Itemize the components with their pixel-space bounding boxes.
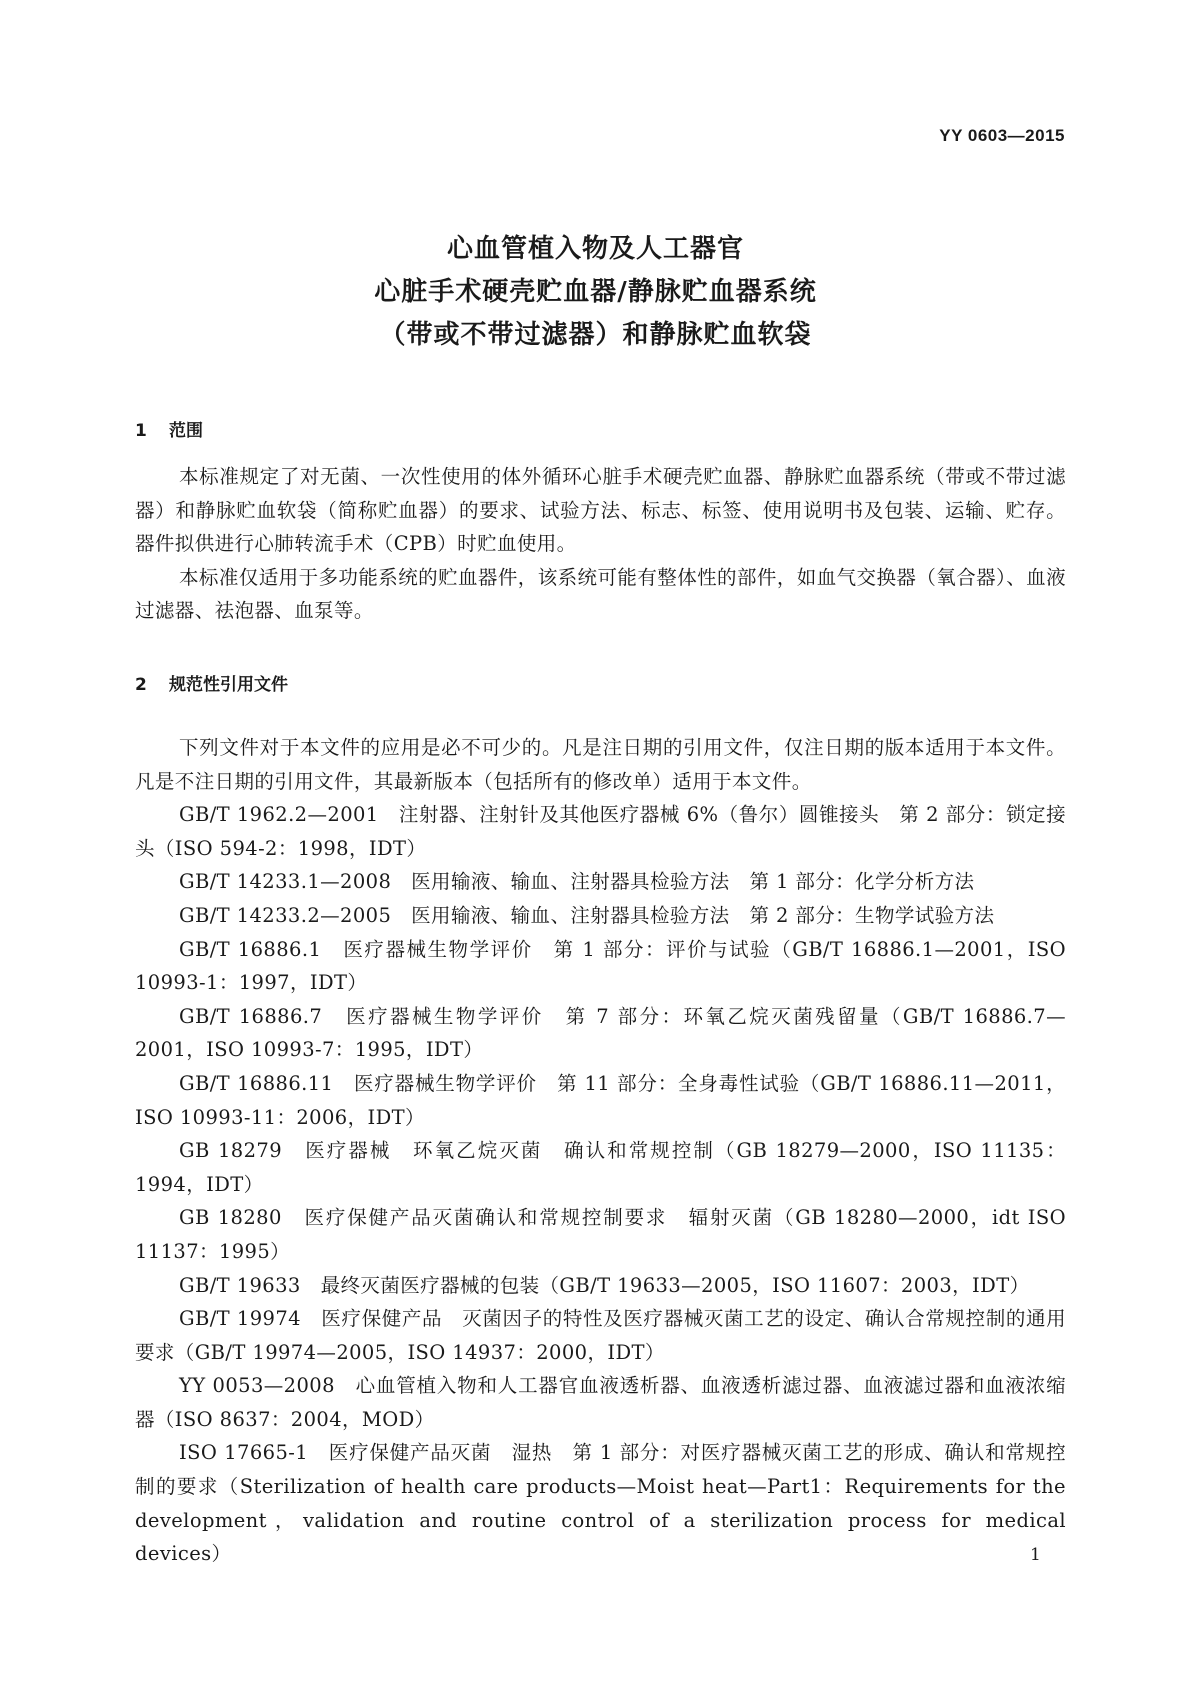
- reference-item: GB 18279 医疗器械 环氧乙烷灭菌 确认和常规控制（GB 18279—2000，ISO 11135：1994，IDT）: [135, 1139, 1066, 1196]
- page-number: 1: [1030, 1545, 1041, 1565]
- section-body-references: [135, 731, 1066, 1571]
- reference-item: GB/T 19974 医疗保健产品 灭菌因子的特性及医疗器械灭菌工艺的设定、确认合常规控制的通用要求（GB/T 19974—2005，ISO 14937：2000，IDT）: [135, 1307, 1066, 1364]
- reference-item: ISO 17665-1 医疗保健产品灭菌 湿热 第 1 部分：对医疗器械灭菌工艺的形成、确认和常规控制的要求（Sterilization of health care products—Moist heat—Part1：Requirements for the development，validation and routine control of a sterilization process for medical devices）: [135, 1441, 1066, 1566]
- reference-item: GB 18280 医疗保健产品灭菌确认和常规控制要求 辐射灭菌（GB 18280—2000，idt ISO 11137：1995）: [135, 1206, 1066, 1263]
- reference-item: YY 0053—2008 心血管植入物和人工器官血液透析器、血液透析滤过器、血液滤过器和血液浓缩器（ISO 8637：2004，MOD）: [135, 1374, 1066, 1431]
- reference-item: GB/T 14233.2—2005 医用输液、输血、注射器具检验方法 第 2 部分：生物学试验方法: [179, 903, 995, 927]
- reference-item: GB/T 19633 最终灭菌医疗器械的包装（GB/T 19633—2005，ISO 11607：2003，IDT）: [179, 1273, 1030, 1297]
- reference-item: GB/T 16886.7 医疗器械生物学评价 第 7 部分：环氧乙烷灭菌残留量（GB/T 16886.7—2001，ISO 10993-7：1995，IDT）: [135, 1004, 1066, 1062]
- paragraph: 下列文件对于本文件的应用是必不可少的。凡是注日期的引用文件，仅注日期的版本适用于本文件。凡是不注日期的引用文件，其最新版本（包括所有的修改单）适用于本文件。: [135, 736, 1066, 793]
- section-body-scope: [135, 460, 1066, 628]
- section-title: 规范性引用文件: [169, 675, 288, 695]
- reference-item: GB/T 16886.11 医疗器械生物学评价 第 11 部分：全身毒性试验（GB/T 16886.11—2011，ISO 10993-11：2006，IDT）: [135, 1071, 1066, 1129]
- title-line: 心血管植入物及人工器官: [446, 234, 744, 264]
- section-heading-normative-references: [135, 670, 288, 695]
- title-line: 心脏手术硬壳贮血器/静脉贮血器系统: [374, 277, 817, 307]
- reference-item: GB/T 1962.2—2001 注射器、注射针及其他医疗器械 6%（鲁尔）圆锥接头 第 2 部分：锁定接头（ISO 594-2：1998，IDT）: [135, 803, 1066, 860]
- reference-item: GB/T 14233.1—2008 医用输液、输血、注射器具检验方法 第 1 部分：化学分析方法: [179, 870, 975, 894]
- standard-number: YY 0603—2015: [939, 126, 1065, 145]
- paragraph: 本标准仅适用于多功能系统的贮血器件，该系统可能有整体性的部件，如血气交换器（氧合器）、血液过滤器、祛泡器、血泵等。: [135, 565, 1066, 623]
- document-title: [0, 228, 1191, 357]
- section-title: 范围: [169, 421, 203, 441]
- title-line: （带或不带过滤器）和静脉贮血软袋: [379, 320, 812, 350]
- paragraph: 本标准规定了对无菌、一次性使用的体外循环心脏手术硬壳贮血器、静脉贮血器系统（带或不带过滤器）和静脉贮血软袋（简称贮血器）的要求、试验方法、标志、标签、使用说明书及包装、运输、贮存。器件拟供进行心肺转流手术（CPB）时贮血使用。: [135, 465, 1066, 556]
- section-number: 2: [135, 675, 147, 695]
- section-number: 1: [135, 421, 147, 441]
- section-heading-scope: [135, 416, 203, 441]
- reference-item: GB/T 16886.1 医疗器械生物学评价 第 1 部分：评价与试验（GB/T 16886.1—2001，ISO 10993-1：1997，IDT）: [135, 937, 1066, 995]
